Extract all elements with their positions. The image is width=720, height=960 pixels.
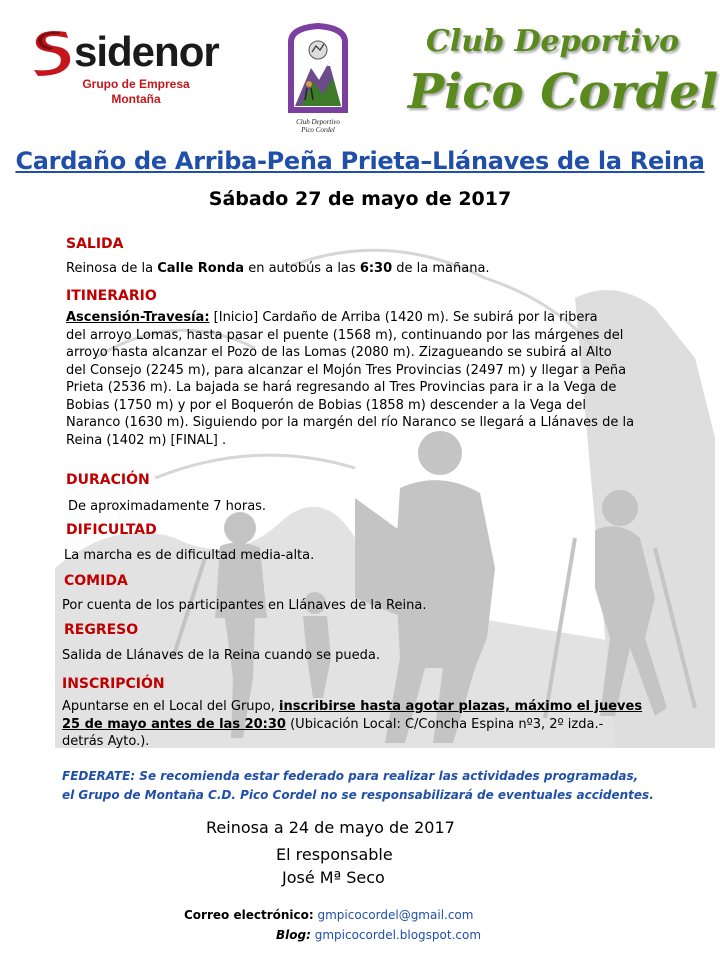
itinerario-line-8: Reina (1402 m) [FINAL] . (66, 432, 227, 448)
duracion-heading: DURACIÓN (66, 472, 150, 488)
inscripcion-line-3: detrás Ayto.). (62, 734, 150, 749)
contact-email-row (184, 908, 473, 922)
federate-line-1: FEDERATE: Se recomienda estar federado para realizar las actividades programadas, (62, 769, 639, 783)
event-date: Sábado 27 de mayo de 2017 (208, 188, 512, 210)
itinerario-text (66, 309, 702, 449)
federate-line-2: el Grupo de Montaña C.D. Pico Cordel no se responsabilizará de eventuales accidentes. (62, 788, 654, 802)
club-emblem (283, 22, 353, 134)
salida-street: Calle Ronda (157, 261, 245, 276)
inscripcion-deadline-1: inscribirse hasta agotar plazas, máximo el jueves (279, 699, 643, 714)
sidenor-subtitle-2: Montaña (111, 92, 161, 106)
contact-blog-row (276, 928, 481, 942)
blog-link[interactable]: gmpicocordel.blogspot.com (314, 928, 482, 942)
emblem-caption-2: Pico Cordel (301, 126, 335, 134)
regreso-heading: REGRESO (64, 622, 139, 638)
itinerario-line-2: del arroyo Lomas, hasta pasar el puente (1568 m), continuando por las márgenes del (66, 327, 624, 343)
inscripcion-text (62, 698, 702, 751)
salida-heading: SALIDA (66, 236, 124, 252)
itinerario-line-1: Ascensión-Travesía: [Inicio] Cardaño de Arriba (1420 m). Se subirá por la ribera (66, 310, 598, 325)
sidenor-s-icon (30, 28, 72, 76)
sidenor-wordmark: sidenor (74, 28, 219, 75)
inscripcion-heading: INSCRIPCIÓN (62, 676, 165, 692)
place-date: Reinosa a 24 de mayo de 2017 (206, 818, 455, 837)
duracion-text: De aproximadamente 7 horas. (68, 499, 267, 514)
itinerario-line-7: Naranco (1630 m). Siguiendo por la margén del río Naranco se llegará a Llánaves de la (66, 415, 635, 430)
club-title-line-1: Club Deportivo (426, 24, 680, 59)
salida-time: 6:30 (359, 261, 393, 276)
sidenor-subtitle-1: Grupo de Empresa (82, 77, 190, 91)
comida-text: Por cuenta de los participantes en Llánaves de la Reina. (62, 598, 427, 613)
responsible-label: El responsable (276, 845, 393, 864)
itinerario-line-4: del Consejo (2245 m), para alcanzar el Mojón Tres Provincias (2497 m) y llegar a Peña (66, 362, 627, 378)
salida-text: Reinosa de la Calle Ronda en autobús a las 6:30 de la mañana. (66, 261, 490, 276)
itinerario-lead: Ascensión-Travesía: (66, 310, 210, 325)
event-title: Cardaño de Arriba-Peña Prieta–Llánaves de la Reina (15, 147, 705, 175)
itinerario-line-3: arroyo hasta alcanzar el Pozo de las Lomas (2080 m). Zizagueando se subirá al Alto (66, 345, 612, 360)
blog-label: Blog: (276, 928, 311, 942)
inscripcion-line-2: 25 de mayo antes de las 20:30 (Ubicación Local: C/Concha Espina nº3, 2º izda.- (62, 716, 604, 732)
federate-note (62, 767, 692, 805)
sidenor-logo (30, 28, 220, 106)
responsible-name: José Mª Seco (282, 868, 385, 887)
email-link[interactable]: gmpicocordel@gmail.com (317, 908, 474, 922)
comida-heading: COMIDA (64, 573, 128, 589)
regreso-text: Salida de Llánaves de la Reina cuando se pueda. (62, 648, 380, 663)
itinerario-heading: ITINERARIO (66, 288, 157, 304)
itinerario-line-6: Bobias (1750 m) y por el Boquerón de Bobias (1858 m) descender a la Vega del (66, 397, 586, 413)
email-label: Correo electrónico: (184, 908, 314, 922)
itinerario-line-5: Prieta (2536 m). La bajada se hará regresando al Tres Provincias para ir a la Vega de (66, 380, 617, 395)
dificultad-heading: DIFICULTAD (66, 522, 157, 538)
dificultad-text: La marcha es de dificultad media-alta. (64, 548, 315, 563)
mountain-emblem-icon (283, 22, 353, 118)
emblem-caption-1: Club Deportivo (296, 118, 340, 126)
emblem-top-text: REINOSA (305, 32, 331, 38)
inscripcion-line-1: Apuntarse en el Local del Grupo, inscribirse hasta agotar plazas, máximo el jueves (62, 699, 643, 714)
inscripcion-deadline-2: 25 de mayo antes de las 20:30 (62, 716, 286, 732)
federate-lead: FEDERATE: (62, 769, 136, 783)
club-title-line-2: Pico Cordel (408, 64, 719, 120)
